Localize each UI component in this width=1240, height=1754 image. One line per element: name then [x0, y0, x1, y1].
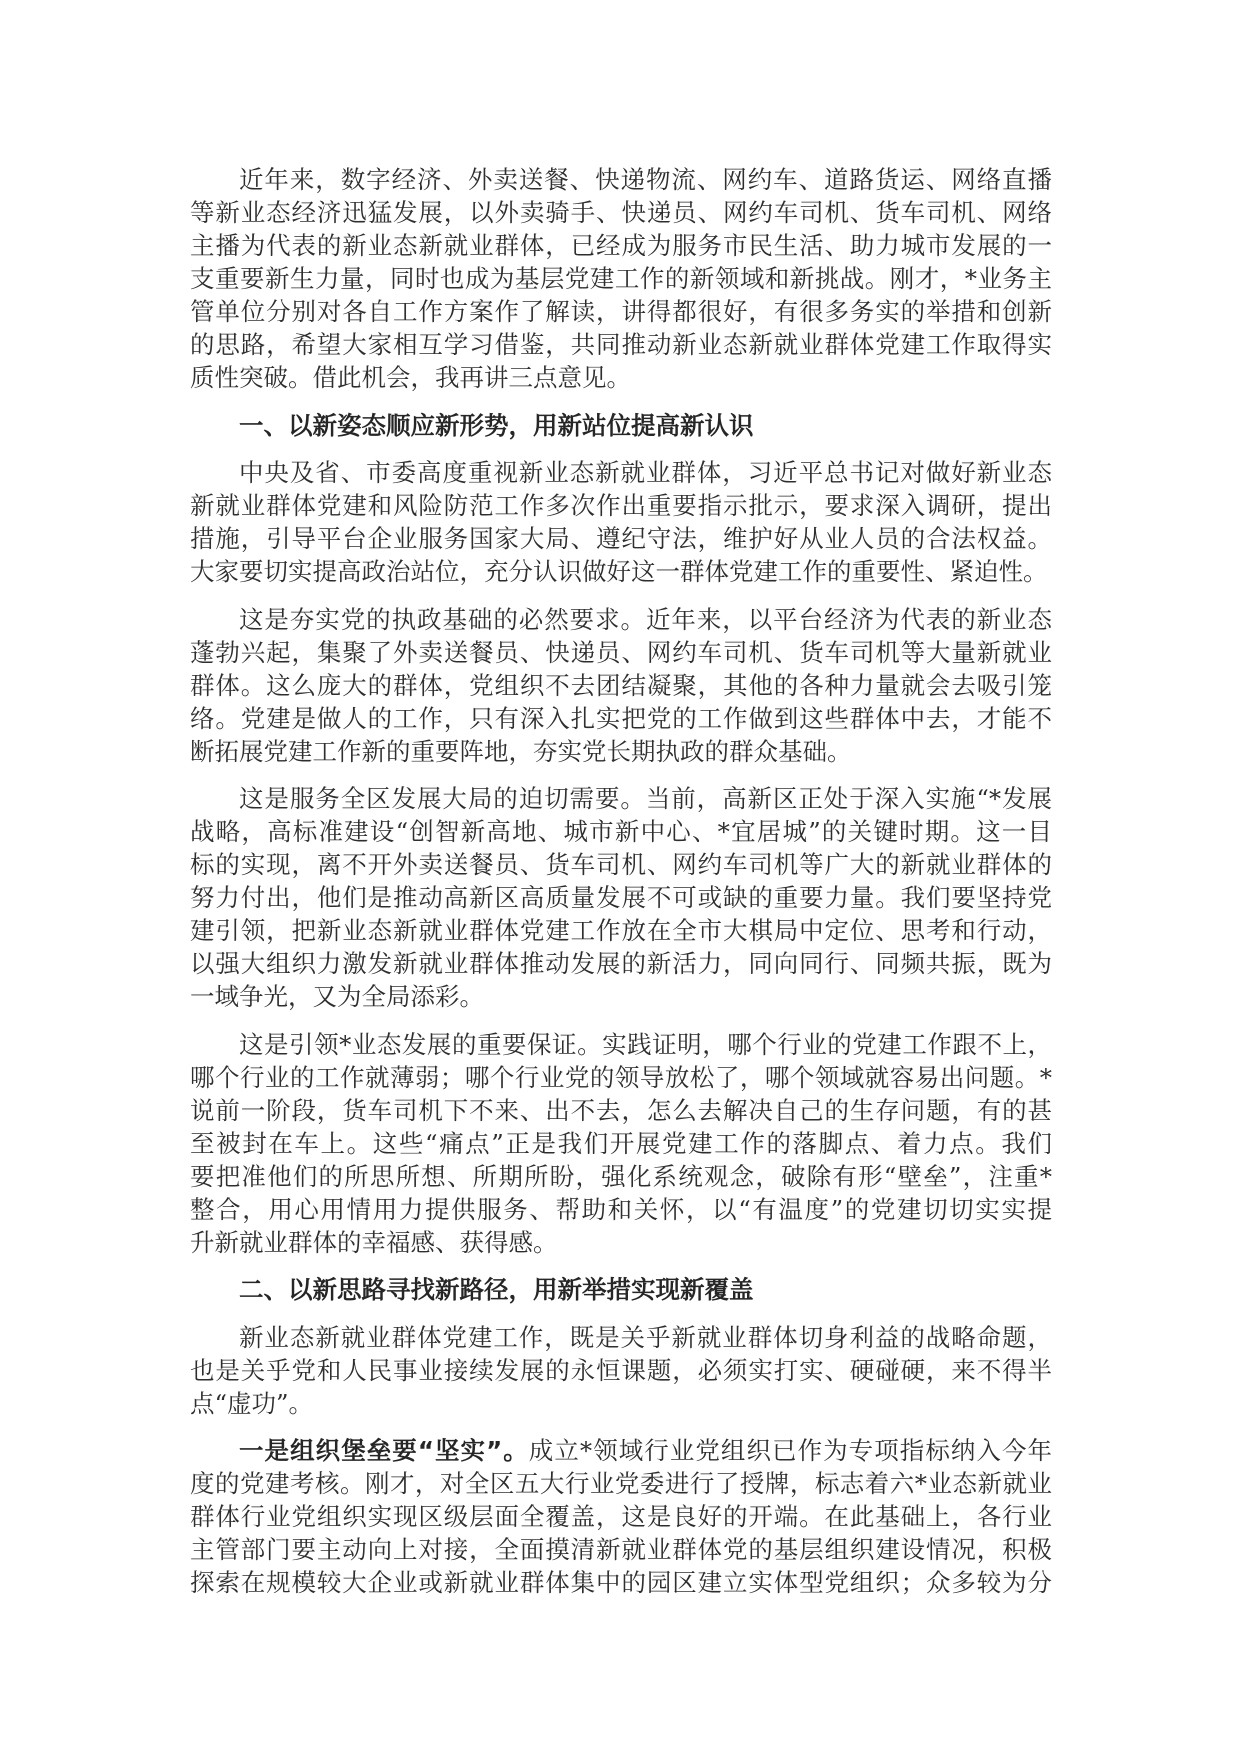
- text-line: [190, 1127, 1052, 1160]
- line-text: 成立*领域行业党组织已作为专项指标纳入今年: [528, 1436, 1053, 1465]
- text-line: [190, 1273, 1052, 1306]
- line-text: 点“虚功”。: [190, 1388, 314, 1418]
- text-line: [190, 229, 1052, 262]
- text-line: [190, 555, 1052, 588]
- line-text: 战略，高标准建设“创智新高地、城市新中心、*宜居城”的关键时期。这一目: [190, 817, 1052, 846]
- text-line: [190, 1321, 1052, 1354]
- line-text: 二、以新思路寻找新路径，用新举措实现新覆盖: [239, 1275, 754, 1304]
- line-text: 的思路，希望大家相互学习借鉴，共同推动新业态新就业群体党建工作取得实: [190, 330, 1052, 359]
- line-text: 要把准他们的所思所想、所期所盼，强化系统观念，破除有形“壁垒”，注重*: [190, 1161, 1052, 1191]
- line-text: 断拓展党建工作新的重要阵地，夯实党长期执政的群众基础。: [190, 736, 852, 766]
- text-line: [190, 848, 1052, 881]
- text-line: [190, 1354, 1052, 1387]
- paragraph: [190, 456, 1052, 588]
- line-text: 也是关乎党和人民事业接续发展的永恒课题，必须实打实、硬碰硬，来不得半: [190, 1355, 1052, 1385]
- text-line: [190, 1434, 1052, 1467]
- line-text: 大家要切实提高政治站位，充分认识做好这一群体党建工作的重要性、紧迫性。: [190, 557, 1048, 586]
- line-text: 这是夯实党的执政基础的必然要求。近年来，以平台经济为代表的新业态: [239, 604, 1052, 634]
- text-line: [190, 1566, 1052, 1599]
- line-text: 探索在规模较大企业或新就业群体集中的园区建立实体型党组织；众多较为分: [190, 1568, 1052, 1597]
- line-text: 至被封在车上。这些“痛点”正是我们开展党建工作的落脚点、着力点。我们: [190, 1128, 1052, 1158]
- line-text: 一域争光，又为全局添彩。: [190, 982, 484, 1011]
- text-line: [190, 1533, 1052, 1566]
- section-heading: [190, 409, 1052, 442]
- text-line: [190, 1061, 1052, 1094]
- line-text: 主管部门要主动向上对接，全面摸清新就业群体党的基层组织建设情况，积极: [190, 1535, 1052, 1564]
- text-line: [190, 361, 1052, 394]
- line-text: 络。党建是做人的工作，只有深入扎实把党的工作做到这些群体中去，才能不: [190, 703, 1052, 733]
- line-text: 哪个行业的工作就薄弱；哪个行业党的领导放松了，哪个领域就容易出问题。*: [190, 1062, 1052, 1092]
- section-heading: [190, 1273, 1052, 1306]
- text-line: [190, 262, 1052, 295]
- line-text: 蓬勃兴起，集聚了外卖送餐员、快递员、网约车司机、货车司机等大量新就业: [190, 637, 1052, 667]
- document-body: [190, 163, 1052, 1614]
- text-line: [190, 1467, 1052, 1500]
- text-line: [190, 735, 1052, 768]
- text-line: [190, 782, 1052, 815]
- line-text: 说前一阶段，货车司机下不来、出不去，怎么去解决自己的生存问题，有的甚: [190, 1095, 1052, 1125]
- text-line: [190, 815, 1052, 848]
- line-text: 群体行业党组织实现区级层面全覆盖，这是良好的开端。在此基础上，各行业: [190, 1502, 1052, 1531]
- text-line: [190, 702, 1052, 735]
- line-text: 支重要新生力量，同时也成为基层党建工作的新领域和新挑战。刚才，*业务主: [190, 264, 1052, 293]
- line-text: 主播为代表的新业态新就业群体，已经成为服务市民生活、助力城市发展的一: [190, 231, 1052, 260]
- line-text: 一、以新姿态顺应新形势，用新站位提高新认识: [239, 410, 754, 440]
- line-text: 努力付出，他们是推动高新区高质量发展不可或缺的重要力量。我们要坚持党: [190, 883, 1052, 912]
- text-line: [190, 881, 1052, 914]
- line-text: 升新就业群体的幸福感、获得感。: [190, 1227, 558, 1257]
- text-line: [190, 947, 1052, 980]
- line-text: 质性突破。借此机会，我再讲三点意见。: [190, 363, 631, 392]
- line-text: 度的党建考核。刚才，对全区五大行业党委进行了授牌，标志着六*业态新就业: [190, 1469, 1052, 1498]
- text-line: [190, 1387, 1052, 1420]
- text-line: [190, 163, 1052, 196]
- line-text: 近年来，数字经济、外卖送餐、快递物流、网约车、道路货运、网络直播: [239, 165, 1052, 194]
- text-line: [190, 489, 1052, 522]
- line-text: 管单位分别对各自工作方案作了解读，讲得都很好，有很多务实的举措和创新: [190, 297, 1052, 326]
- line-text: 中央及省、市委高度重视新业态新就业群体，习近平总书记对做好新业态: [239, 458, 1052, 487]
- text-line: [190, 636, 1052, 669]
- paragraph: [190, 1434, 1052, 1599]
- text-line: [190, 409, 1052, 442]
- text-line: [190, 1160, 1052, 1193]
- line-text: 新业态新就业群体党建工作，既是关乎新就业群体切身利益的战略命题，: [239, 1322, 1052, 1352]
- text-line: [190, 603, 1052, 636]
- text-line: [190, 1500, 1052, 1533]
- line-text: 建引领，把新业态新就业群体党建工作放在全市大棋局中定位、思考和行动，: [190, 916, 1052, 945]
- text-line: [190, 328, 1052, 361]
- paragraph: [190, 782, 1052, 1013]
- text-line: [190, 522, 1052, 555]
- line-text: 措施，引导平台企业服务国家大局、遵纪守法，维护好从业人员的合法权益。: [190, 524, 1052, 553]
- paragraph: [190, 603, 1052, 768]
- line-text: 标的实现，离不开外卖送餐员、货车司机、网约车司机等广大的新就业群体的: [190, 850, 1052, 879]
- paragraph: [190, 1321, 1052, 1420]
- text-line: [190, 1094, 1052, 1127]
- text-line: [190, 1226, 1052, 1259]
- text-line: [190, 456, 1052, 489]
- text-line: [190, 1193, 1052, 1226]
- text-line: [190, 669, 1052, 702]
- paragraph: [190, 1028, 1052, 1259]
- line-text: 这是服务全区发展大局的迫切需要。当前，高新区正处于深入实施“*发展: [239, 784, 1052, 813]
- line-text: 这是引领*业态发展的重要保证。实践证明，哪个行业的党建工作跟不上，: [239, 1029, 1052, 1059]
- text-line: [190, 914, 1052, 947]
- paragraph: [190, 163, 1052, 394]
- text-line: [190, 980, 1052, 1013]
- line-text: 以强大组织力激发新就业群体推动发展的新活力，同向同行、同频共振，既为: [190, 949, 1052, 978]
- text-line: [190, 196, 1052, 229]
- line-text: 群体。这么庞大的群体，党组织不去团结凝聚，其他的各种力量就会去吸引笼: [190, 670, 1052, 700]
- text-line: [190, 1028, 1052, 1061]
- text-line: [190, 295, 1052, 328]
- line-text: 新就业群体党建和风险防范工作多次作出重要指示批示，要求深入调研，提出: [190, 491, 1052, 520]
- line-text: 等新业态经济迅猛发展，以外卖骑手、快递员、网约车司机、货车司机、网络: [190, 198, 1052, 227]
- line-text: 整合，用心用情用力提供服务、帮助和关怀，以“有温度”的党建切切实实提: [190, 1194, 1052, 1224]
- lead-phrase: 一是组织堡垒要“坚实”。: [239, 1436, 529, 1465]
